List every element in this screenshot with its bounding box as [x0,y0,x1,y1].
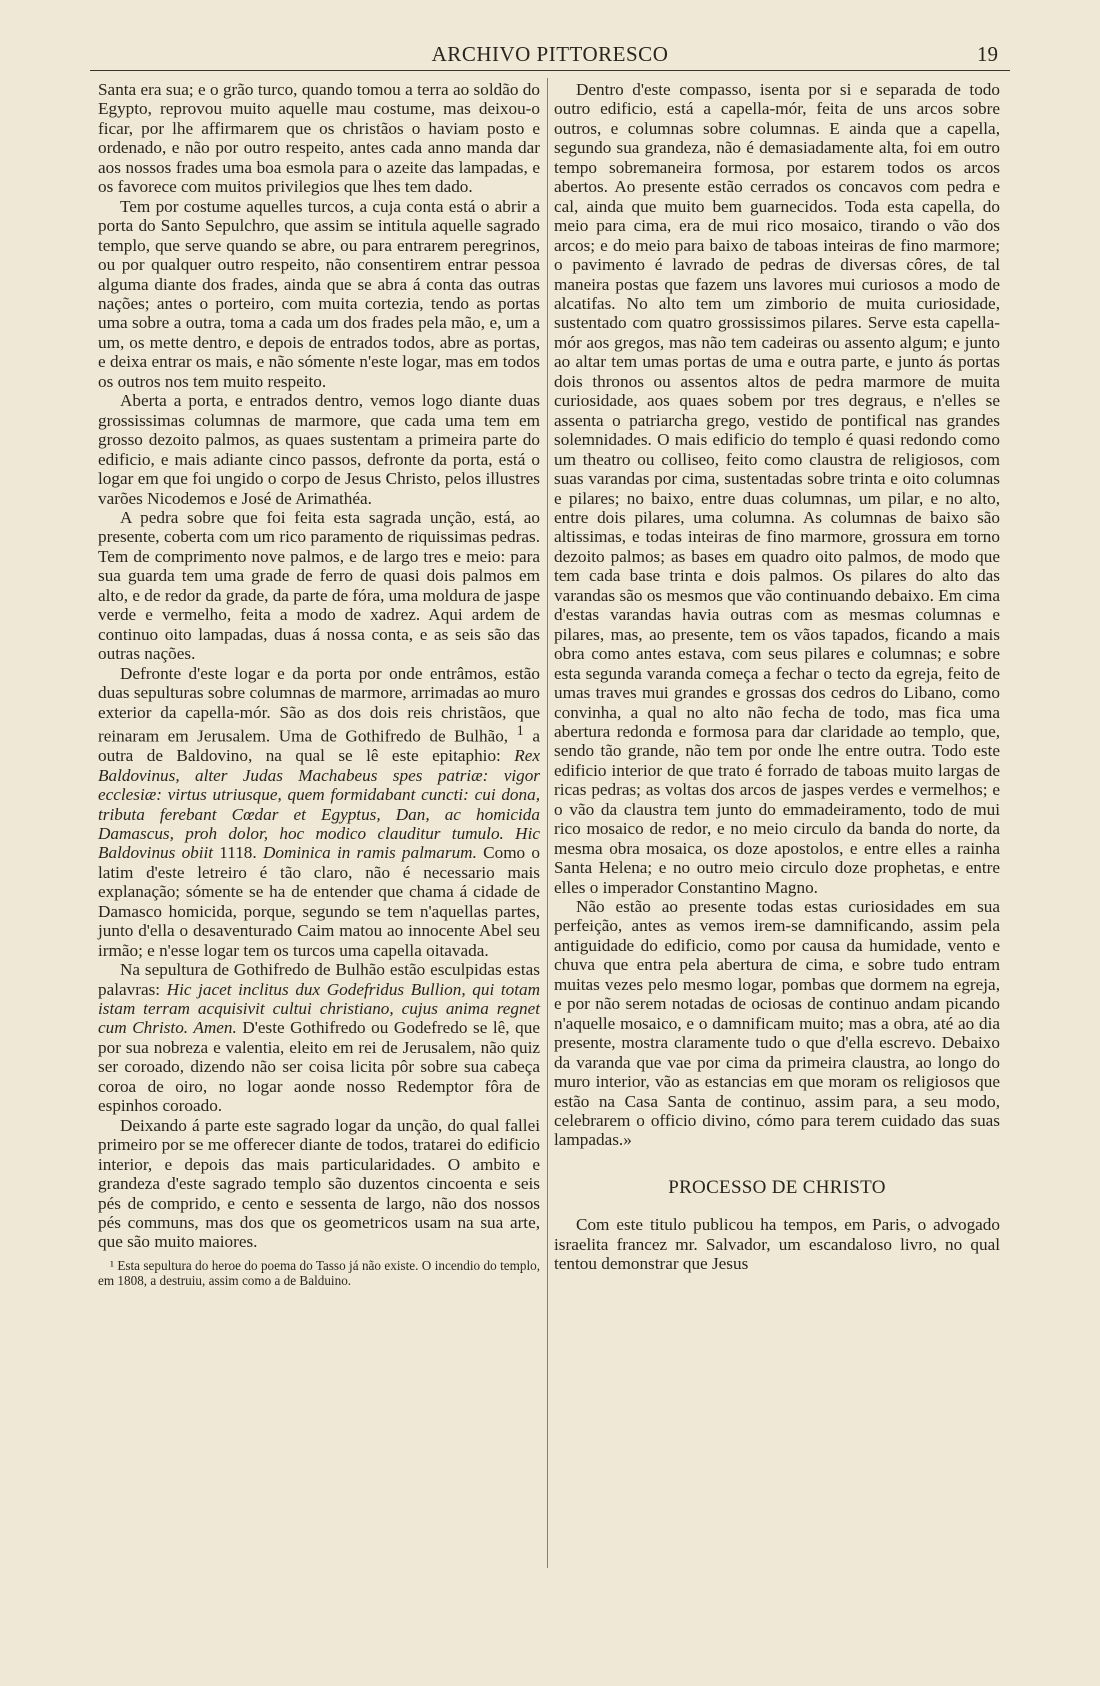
paragraph: Santa era sua; e o grão turco, quando tomou a terra ao soldão do Egypto, reprovou muito aquelle mau costume, mas deixou-o ficar, por lhe affirmarem que os christãos o haviam posto e ordenado, e não por outro respeito, antes cada anno manda dar aos nossos frades uma boa esmola para o azeite das lampadas, e os favorece com muitos privilegios que lhes tem dado. [98,80,540,197]
right-column [554,80,1000,1274]
section-title: PROCESSO DE CHRISTO [668,1176,886,1198]
year: 1118. [213,843,263,863]
paragraph: Dentro d'este compasso, isenta por si e separada de todo outro edificio, está a capella-mór, feita de uns arcos sobre outros, e columnas sobre columnas. E ainda que a capella, segundo sua grandeza, não é demasiadamente alta, foi em outro tempo sobremaneira formosa, por estarem todos os arcos abertos. Ao presente estão cerrados os concavos com pedra e cal, ainda que muito bem guarnecidos. Toda esta capella, do meio para cima, era de mui rico mosaico, tirando o vão dos arcos; e do meio para baixo de taboas inteiras de fino marmore; o pavimento é lavrado de pedras de diversas côres, de tal maneira postas que fazem uns lavores mui curiosos a modo de alcatifas. No alto tem um zimborio de muita curiosidade, sustentado com quatro grossissimos pilares. Serve esta capella-mór aos gregos, mas não tem cadeiras ou assento algum; e junto ao altar tem umas portas de uma e outra parte, e junto ás portas dois thronos ou assentos altos de pedra marmore de muita curiosidade, aos quaes sobem por tres degraus, e n'elles se assenta o patriarcha grego, vestido de pontifical nas grandes solemnidades. O mais edificio do templo é quasi redondo como um theatro ou colliseo, feito como claustra de religiosos, com suas varandas por cima, sustentadas sobre trinta e oito columnas e pilares; no baixo, entre duas columnas, um pilar, e no alto, entre dois pilares, uma columna. As columnas de baixo são altissimas, e todas inteiras de fino marmore, grossura em torno dezoito palmos; as bases em quadro oito palmos, de modo que tem cada base trinta e dois palmos. Os pilares do alto das varandas são os mesmos que vão continuando debaixo. Em cima d'estas varandas havia outras com as mesmas columnas e pilares, mas, ao presente, tem os vãos tapados, ficando a mais obra como antes estava, com seus pilares e columnas; e sobre esta segunda varanda começa a fechar o tecto da egreja, feito de umas traves mui grandes e grossas dos cedros do Libano, como convinha, a qual no alto não fecha de todo, mas fica uma abertura redonda e formosa para dar claridade ao templo, que, sendo tão grande, não tem por onde lhe entre outra. Todo este edificio interior de que trato é forrado de taboas muito largas de ricas pedras; as voltas dos arcos de jaspes verdes e vermelhos; e o vão da claustra tem junto do emmadeiramento, todo de mui rico mosaico de redor, e no meio circulo da banda do norte, da mesma obra mosaica, os doze apostolos, e entre elles a rainha Santa Helena; e no outro meio circulo doze prophetas, e entre elles o imperador Constantino Magno. [554,80,1000,897]
paragraph: A pedra sobre que foi feita esta sagrada unção, está, ao presente, coberta com um rico paramento de riquissimas pedras. Tem de comprimento nove palmos, e de largo tres e meio: para sua guarda tem uma grade de ferro de quasi dois palmos em alto, e de redor da grade, da parte de fóra, uma moldura de jaspe verde e vermelho, feita a modo de xadrez. Aqui ardem de continuo oito lampadas, duas á nossa conta, e as seis são das outras nações. [98,507,540,664]
publication-title: ARCHIVO PITTORESCO [431,42,669,66]
paragraph [98,664,540,961]
latin-inscription: Hic jacet inclitus dux Godefridus Bullion, qui totam istam terram acquisivit cultui christiano, cujus anima regnet cum Christo. Amen. [98,979,540,1038]
page-number: 19 [977,42,998,66]
text-span: Na sepultura de Gothifredo de Bulhão estão esculpidas estas palavras: [98,960,540,999]
text-span: a outra de Baldovino, na qual se lê este epitaphio: [98,726,540,766]
latin-epitaph-date: Dominica in ramis palmarum. [262,843,477,863]
footnote-marker: 1 [516,722,524,739]
header-rule [90,70,1010,71]
paragraph: Aberta a porta, e entrados dentro, vemos logo diante duas grossissimas columnas de marmore, que cada uma tem em grosso dezoito palmos, as quaes sustentam a primeira parte do edificio, e mais adiante cinco passos, defronte da porta, está o logar em que foi ungido o corpo de Jesus Christo, pelos illustres varões Nicodemos e José de Arimathéa. [98,391,540,508]
text-span: Defronte d'este logar e da porta por onde entrâmos, estão duas sepulturas sobre columnas de marmore, arrimadas ao muro exterior da capella-mór. São as dos dois reis christãos, que reinaram em Jerusalem. Uma de Gothifredo de Bulhão, [98,663,540,746]
footnote [98,1258,540,1288]
paragraph: Com este titulo publicou ha tempos, em Paris, o advogado israelita francez mr. Salvador, um escandaloso livro, no qual tentou demonstrar que Jesus [554,1215,1000,1274]
text-span: D'este Gothifredo ou Godefredo se lê, que por sua nobreza e valentia, eleito em rei de Jerusalem, não quiz ser coroado, dizendo não ser coisa licita pôr sobre sua cabeça coroa de oiro, no logar aonde nosso Redemptor fôra de espinhos coroado. [98,1018,540,1116]
paragraph: Deixando á parte este sagrado logar da unção, do qual fallei primeiro por se me offerecer diante de todos, tratarei do edificio interior, e depois das mais particularidades. O ambito e grandeza d'este sagrado templo são duzentos cincoenta e seis pés de comprido, e cento e sessenta de largo, não dos nossos pés communs, mas dos que os geometricos usam na sua arte, que são muito maiores. [98,1115,540,1252]
page-header [90,38,1010,68]
latin-epitaph: Rex Baldovinus, alter Judas Machabeus spes patriæ: vigor ecclesiæ: virtus utriusque, quem formidabant cuncti: cui dona, tributa ferebant Cœdar et Egyptus, Dan, ac homicida Damascus, proh dolor, hoc modico clauditur tumulo. Hic Baldovinus obiit [98,746,540,863]
left-column [98,80,540,1288]
text-span: Como o latim d'este letreiro é tão claro, não é necessario mais explanação; sómente se ha de entender que chama á cidade de Damasco homicida, porque, segundo se tem n'aquellas partes, junto d'ella o desaventurado Caim matou ao innocente Abel seu irmão; e n'esse logar tem os turcos uma capella oitavada. [98,843,540,960]
paragraph: Tem por costume aquelles turcos, a cuja conta está o abrir a porta do Santo Sepulchro, que assim se intitula aquelle sagrado templo, que serve quando se abre, ou para entrarem peregrinos, ou por qualquer outro respeito, não consentirem entrar pessoa alguma diante dos frades, ainda que se abra á conta das outras nações; antes o porteiro, com muita cortezia, tendo as portas uma sobre a outra, toma a cada um dos frades pela mão, e, um a um, os mette dentro, e depois de entrados todos, abre as portas, e deixa entrar os mais, e não sómente n'este logar, mas em todos os outros nos tem muito respeito. [98,196,540,391]
footnote-text: ¹ Esta sepultura do heroe do poema do Tasso já não existe. O incendio do templo, em 1808, a destruiu, assim como a de Balduino. [98,1257,540,1288]
column-divider [547,78,548,1568]
paragraph: Não estão ao presente todas estas curiosidades em sua perfeição, antes as vemos irem-se damnificando, assim pela antiguidade do edificio, como por causa da humidade, vento e chuva que entra pela abertura de cima, e sobre tudo entram muitas vezes pelo mesmo logar, pombas que dormem na egreja, e por não serem notadas de ociosas de continuo andam picando n'aquelle mosaico, e o damnificam muito; mas a obra, até ao dia presente, mostra claramente tudo o que d'ella escrevo. Debaixo da varanda que vae por cima da primeira claustra, ao longo do muro interior, vão as estancias em que moram os religiosos que estão na Casa Santa de continuo, assim para, a seu modo, celebrarem o officio divino, cómo para terem cuidado das suas lampadas.» [554,897,1000,1150]
paragraph [98,960,540,1116]
